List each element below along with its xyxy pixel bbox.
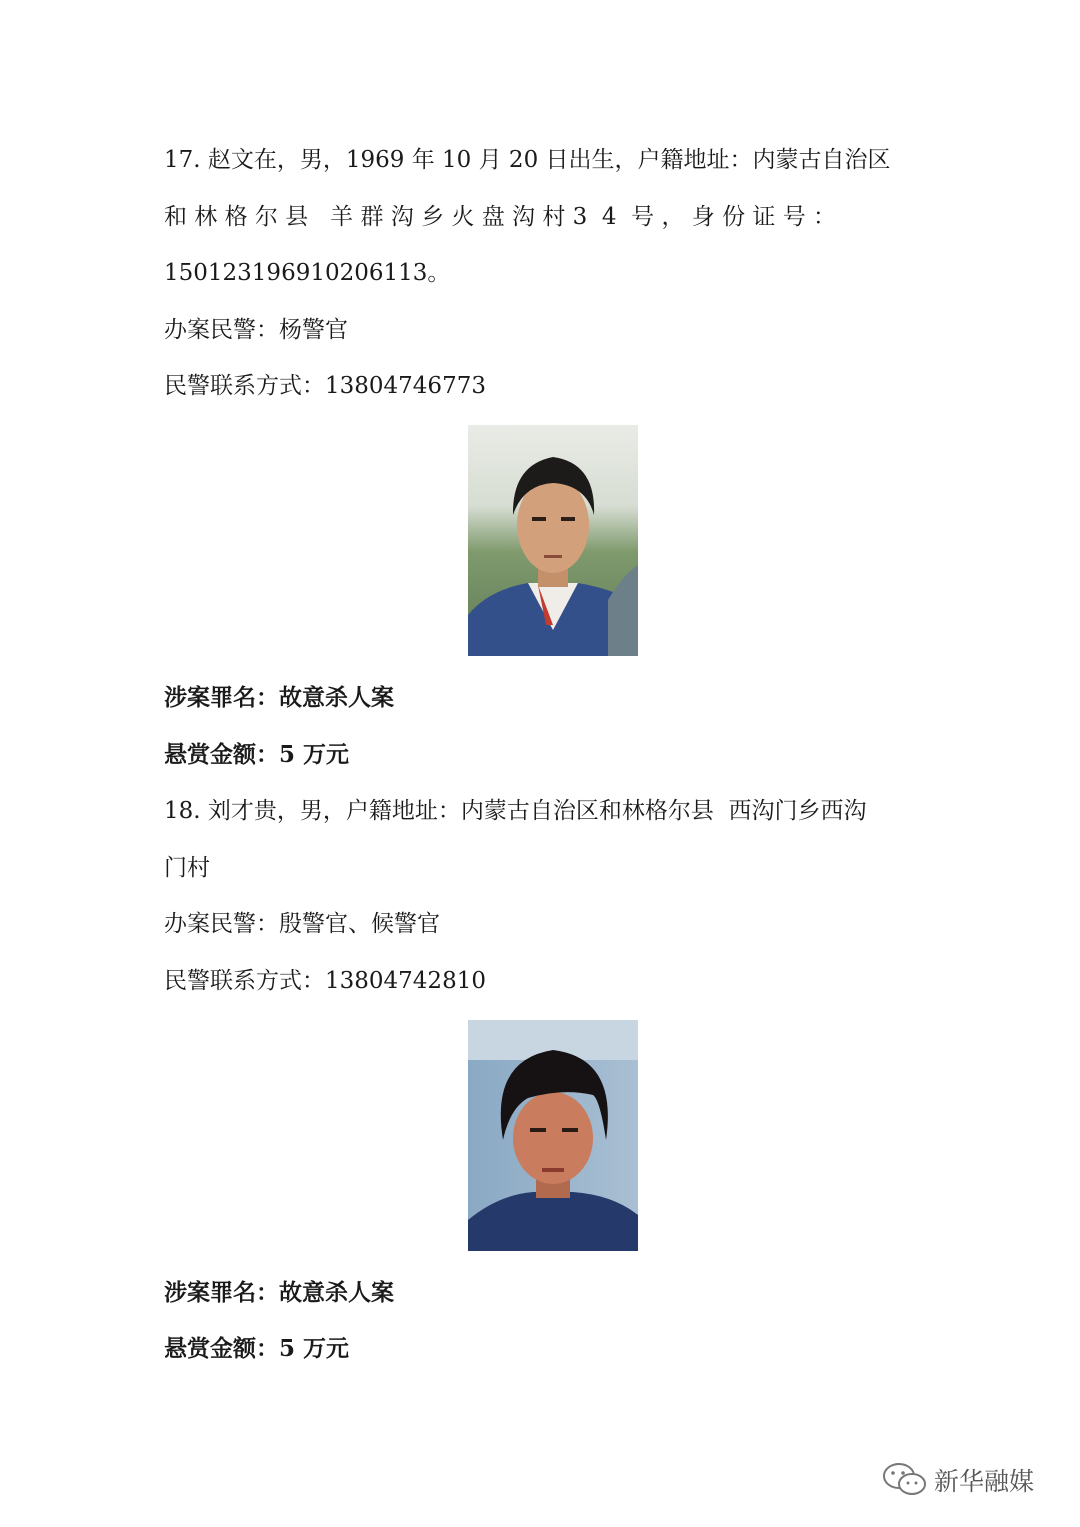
watermark: [882, 1460, 1034, 1500]
entry-18-line-1: 18. 刘才贵，男，户籍地址：内蒙古自治区和林格尔县 西沟门乡西沟: [164, 798, 867, 824]
entry-18-line-2: 门村: [164, 855, 210, 881]
entry-18-reward: 悬赏金额：5 万元: [164, 1335, 350, 1362]
wechat-icon: [882, 1462, 928, 1498]
entry-17-crime: 涉案罪名：故意杀人案: [164, 684, 394, 711]
entry-18-officer: 办案民警：殷警官、候警官: [164, 911, 440, 937]
entry-18-contact: 民警联系方式：13804742810: [164, 968, 486, 994]
entry-17-officer: 办案民警：杨警官: [164, 317, 348, 343]
entry-17-contact: 民警联系方式：13804746773: [164, 373, 486, 399]
entry-17-photo: [468, 425, 638, 656]
entry-18-crime: 涉案罪名：故意杀人案: [164, 1279, 394, 1306]
entry-17-reward: 悬赏金额：5 万元: [164, 741, 350, 768]
entry-18-photo: [468, 1020, 638, 1251]
watermark-text: 新华融媒: [934, 1467, 1035, 1496]
entry-17-line-2: 和 林 格 尔 县 羊 群 沟 乡 火 盘 沟 村 3 4 号 ， 身 份 证 号 ：: [164, 204, 837, 230]
entry-17-id-number: 150123196910206113。: [164, 260, 451, 286]
entry-17-line-1: 17. 赵文在，男，1969 年 10 月 20 日出生，户籍地址：内蒙古自治区: [164, 147, 891, 173]
